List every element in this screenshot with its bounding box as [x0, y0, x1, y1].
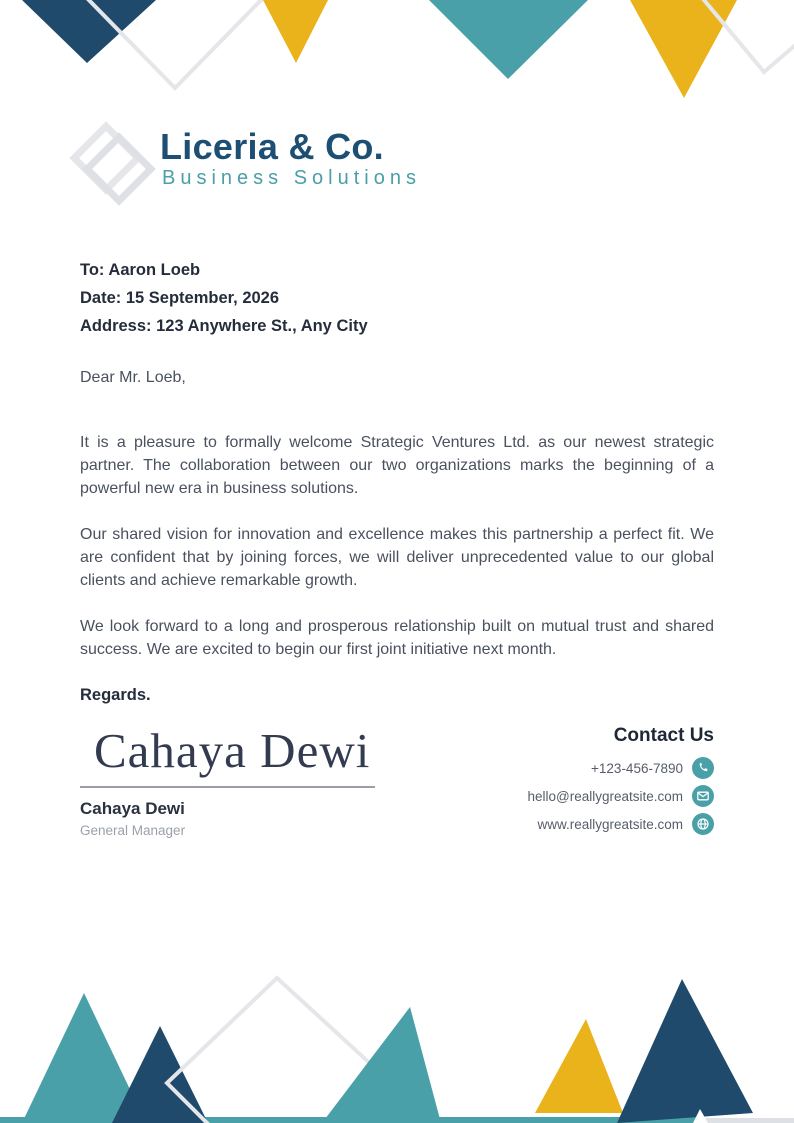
brand-name: Liceria & Co. [160, 126, 384, 167]
body-paragraph: Our shared vision for innovation and excellence makes this partnership a perfect fit. We are confident that by joining forces, we will deliver unprecedented value to our global clients and achieve remarkable growth. [80, 526, 714, 589]
signature-script: Cahaya Dewi [94, 723, 371, 778]
teal-mountain-middle [322, 1007, 441, 1123]
recipient-to: To: Aaron Loeb [80, 261, 201, 279]
navy-mountain-right [617, 979, 753, 1123]
contact-row-website [537, 813, 714, 835]
signature-job-title: General Manager [80, 823, 186, 838]
phone-icon [692, 757, 714, 779]
closing: Regards. [80, 686, 151, 704]
phone-number: +123-456-7890 [591, 760, 683, 776]
contact-row-phone [591, 757, 714, 779]
bottom-bar-gray [700, 1118, 794, 1123]
navy-triangle-top-left [22, 0, 156, 63]
website-url: www.reallygreatsite.com [537, 816, 683, 832]
signature-rule [80, 786, 375, 788]
signature-name: Cahaya Dewi [80, 799, 185, 818]
recipient-address: Address: 123 Anywhere St., Any City [80, 317, 368, 335]
bottom-decoration [0, 951, 794, 1123]
teal-triangle-top [429, 0, 588, 79]
letter-date: Date: 15 September, 2026 [80, 289, 280, 307]
contact-heading: Contact Us [613, 725, 714, 746]
yellow-triangle-top-mid [263, 0, 328, 63]
recipient-block [80, 256, 368, 340]
yellow-triangle-top-right [630, 0, 737, 98]
globe-icon [692, 813, 714, 835]
salutation: Dear Mr. Loeb, [80, 369, 186, 386]
brand-tagline: Business Solutions [162, 167, 421, 189]
yellow-mountain-right [535, 1019, 623, 1113]
contact-row-email [527, 785, 714, 807]
body-paragraph: We look forward to a long and prosperous relationship built on mutual trust and shared success. We are excited to begin our first joint initiative next month. [80, 618, 714, 658]
email-address: hello@reallygreatsite.com [527, 788, 683, 804]
body-paragraph: It is a pleasure to formally welcome Strategic Ventures Ltd. as our newest strategic partner. The collaboration between our two organizations marks the beginning of a powerful new era in business solutions. [80, 434, 714, 497]
email-icon [692, 785, 714, 807]
